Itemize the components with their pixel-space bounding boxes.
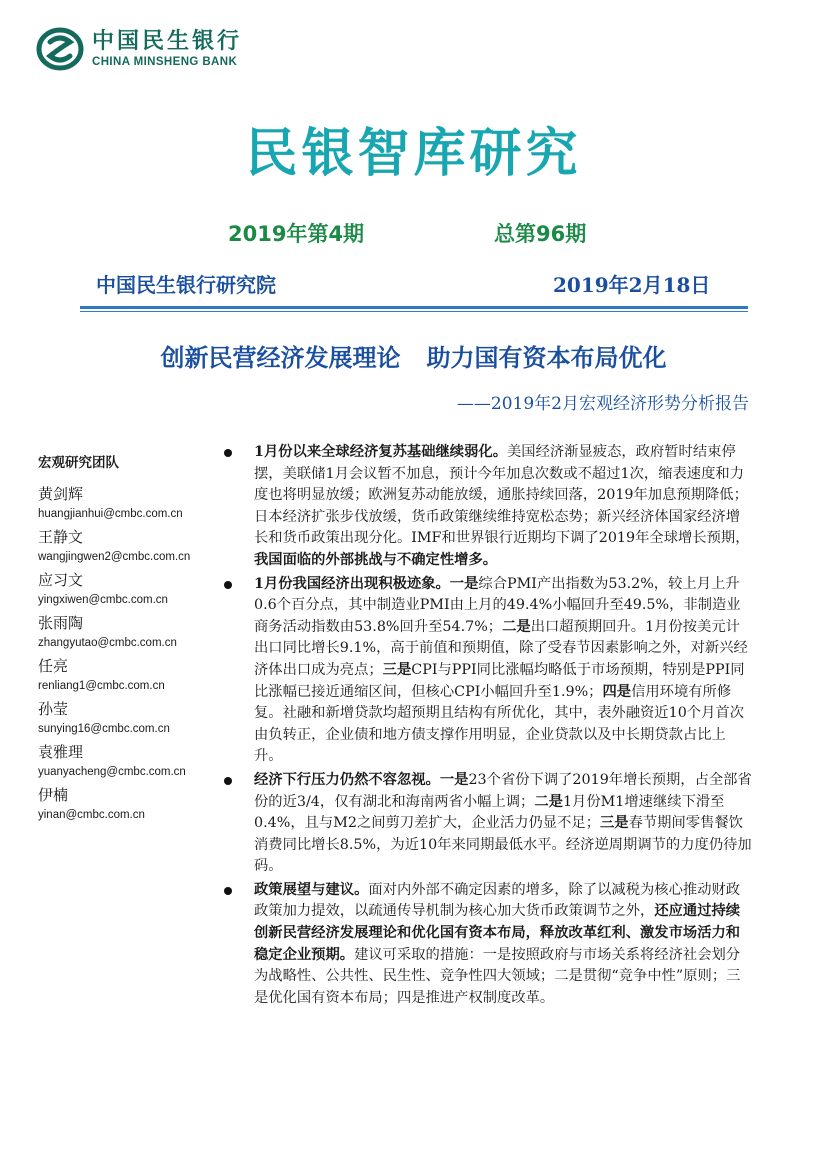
bullet-icon bbox=[224, 449, 232, 457]
team-member-email[interactable]: huangjianhui@cmbc.com.cn bbox=[38, 508, 183, 520]
body-text: CPI与PPI同比涨幅均略低于市场预期，特别是PPI同比涨幅已接近通缩区间，但核心CPI小幅回升至1.9%； bbox=[254, 661, 745, 700]
total-issue-number: 总第96期 bbox=[494, 222, 587, 246]
bank-logo bbox=[36, 26, 242, 72]
team-member-name: 王静文 bbox=[38, 528, 84, 546]
institute-name: 中国民生银行研究院 bbox=[96, 273, 276, 297]
team-title: 宏观研究团队 bbox=[38, 455, 119, 471]
report-title bbox=[0, 342, 827, 374]
report-summary bbox=[222, 442, 752, 1011]
header-divider-thin bbox=[80, 311, 748, 312]
body-text: 综合PMI产出指数为53.2%，较上月上升0.6个百分点，其中制造业PMI由上月的49.4%小幅回升至49.5%，非制造业商务活动指数由53.8%回升至54.7%； bbox=[254, 575, 741, 635]
team-member-name: 任亮 bbox=[38, 657, 69, 675]
body-text: 面对内外部不确定因素的增多，除了以减税为核心推动财政政策加力提效，以疏通传导机制为核心加大货币政策调节之外， bbox=[254, 881, 741, 920]
report-title-part1: 创新民营经济发展理论 bbox=[160, 344, 401, 372]
team-member-email[interactable]: yuanyacheng@cmbc.com.cn bbox=[38, 766, 186, 778]
report-title-part2: 助力国有资本布局优化 bbox=[426, 344, 667, 372]
body-text: 春节期间零售餐饮消费同比增长8.5%，为近10年来同期最低水平。经济逆周期调节的力度仍待加码。 bbox=[254, 815, 752, 875]
emphasis-text: 还应通过持续创新民营经济发展理论和优化国有资本布局，释放改革红利、激发市场活力和稳定企业预期。 bbox=[254, 903, 741, 963]
issue-number: 2019年第4期 bbox=[228, 222, 365, 246]
publish-date: 2019年2月18日 bbox=[553, 273, 711, 297]
emphasis-text: 经济下行压力仍然不容忽视。一是 bbox=[254, 771, 469, 788]
summary-bullet-paragraph bbox=[222, 442, 752, 572]
body-text: 23个省份下调了2019年增长预期，占全部省份的近3/4，仅有湖北和海南两省小幅上调； bbox=[254, 771, 752, 810]
team-member-name: 袁雅理 bbox=[38, 743, 84, 761]
body-text: 信用环境有所修复。社融和新增贷款均超预期且结构有所优化，其中，表外融资近10个月首次由负转正，企业债和地方债支撑作用明显，企业贷款以及中长期贷款占比上升。 bbox=[254, 683, 744, 765]
body-text: 建议可采取的措施：一是按照政府与市场关系将经济社会划分为战略性、公共性、民生性、竞争性四大领域；二是贯彻“竞争中性”原则；三是优化国有资本布局；四是推进产权制度改革。 bbox=[254, 946, 741, 1006]
team-member-name: 张雨陶 bbox=[38, 614, 84, 632]
body-text: 1月份M1增速继续下滑至0.4%，且与M2之间剪刀差扩大，企业活力仍显不足； bbox=[254, 793, 725, 832]
team-member-name: 孙莹 bbox=[38, 700, 69, 718]
report-subtitle: ——2019年2月宏观经济形势分析报告 bbox=[456, 394, 749, 414]
team-member-email[interactable]: yinan@cmbc.com.cn bbox=[38, 809, 145, 821]
bullet-icon bbox=[224, 887, 232, 895]
logo-english-name: CHINA MINSHENG BANK bbox=[92, 56, 238, 68]
team-member-email[interactable]: zhangyutao@cmbc.com.cn bbox=[38, 637, 177, 649]
masthead-title: 民银智库研究 bbox=[245, 124, 582, 184]
emphasis-text: 1月份我国经济出现积极迹象。一是 bbox=[254, 575, 479, 592]
emphasis-text: 我国面临的外部挑战与不确定性增多。 bbox=[254, 551, 498, 568]
team-member-email[interactable]: renliang1@cmbc.com.cn bbox=[38, 680, 165, 692]
emphasis-text: 二是 bbox=[534, 793, 563, 810]
team-member-name: 黄剑辉 bbox=[38, 485, 84, 503]
emphasis-text: 三是 bbox=[382, 661, 412, 678]
emphasis-text: 三是 bbox=[600, 815, 629, 832]
team-member-email[interactable]: yingxiwen@cmbc.com.cn bbox=[38, 594, 168, 606]
logo-chinese-name: 中国民生银行 bbox=[92, 29, 243, 54]
team-member-email[interactable]: wangjingwen2@cmbc.com.cn bbox=[38, 551, 191, 563]
header-divider bbox=[80, 306, 748, 309]
bullet-icon bbox=[224, 777, 232, 785]
summary-bullet-paragraph bbox=[222, 770, 752, 878]
summary-bullet-paragraph bbox=[222, 574, 752, 768]
team-member-email[interactable]: sunying16@cmbc.com.cn bbox=[38, 723, 170, 735]
body-text: 美国经济渐显疲态，政府暂时结束停摆，美联储1月会议暂不加息，预计今年加息次数或不超过1次，缩表速度和力度也将明显放缓；欧洲复苏动能放缓，通胀持续回落，2019年加息预期降低；日本经济扩张步伐放缓，货币政策继续维持宽松态势；新兴经济体国家经济增长和货币政策出现分化。IMF和世界银行近期均下调了2019年全球增长预期， bbox=[254, 444, 750, 547]
body-text: 出口超预期回升。1月份按美元计出口同比增长9.1%，高于前值和预期值，除了受春节因素影响之外，对新兴经济体出口成为亮点； bbox=[254, 618, 748, 678]
team-member-list bbox=[38, 484, 218, 825]
emphasis-text: 二是 bbox=[502, 618, 531, 635]
team-member-name: 伊楠 bbox=[38, 786, 69, 804]
emphasis-text: 1月份以来全球经济复苏基础继续弱化。 bbox=[254, 444, 507, 460]
research-team-sidebar bbox=[38, 452, 218, 828]
emphasis-text: 政策展望与建议。 bbox=[254, 881, 369, 898]
team-member-name: 应习文 bbox=[38, 571, 84, 589]
emphasis-text: 四是 bbox=[602, 683, 632, 700]
cmbc-logo-icon bbox=[36, 26, 84, 72]
bullet-icon bbox=[224, 581, 232, 589]
summary-bullet-paragraph bbox=[222, 880, 752, 1010]
